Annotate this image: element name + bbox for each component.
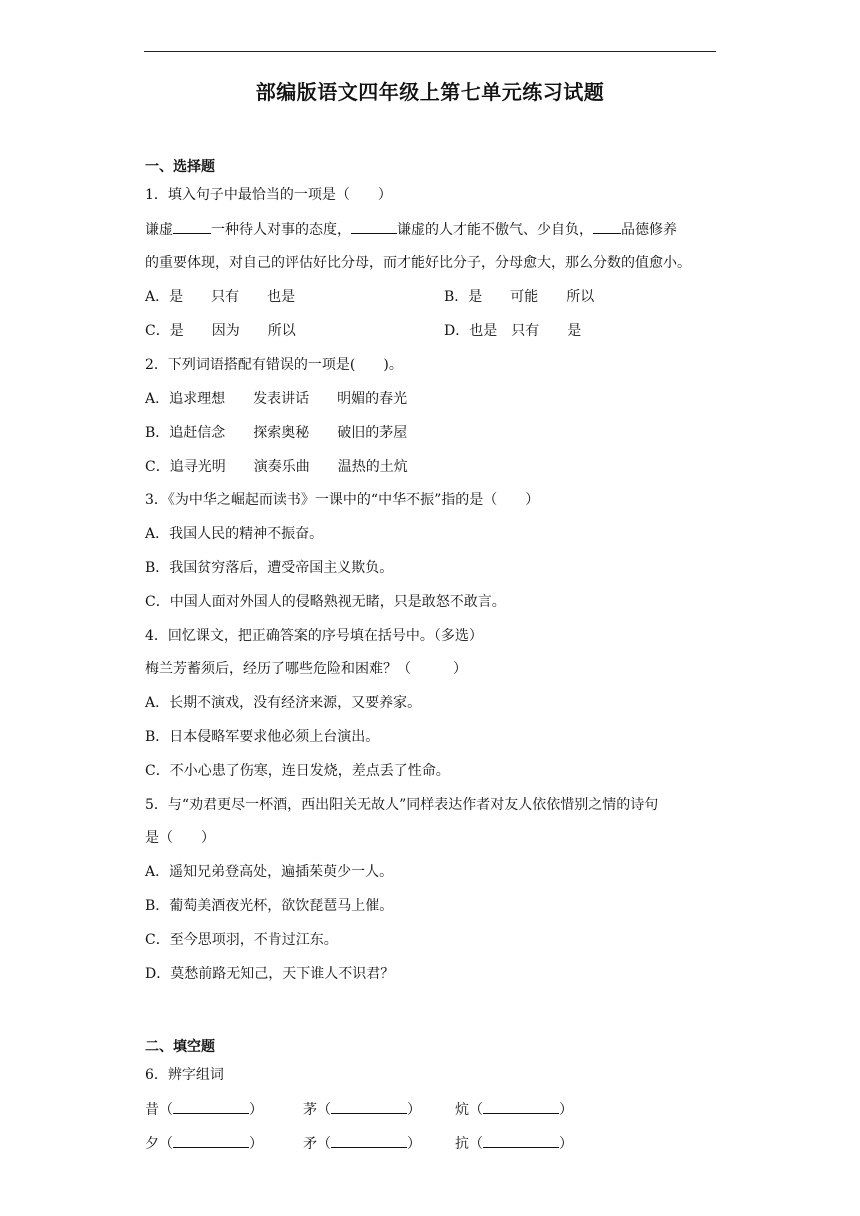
- section-heading-choice: 一、选择题: [145, 159, 215, 175]
- top-rule: [144, 51, 716, 52]
- q2-stem: 2．下列词语搭配有错误的一项是( )。: [145, 357, 403, 373]
- answer-blank: [173, 219, 211, 234]
- q5-stem-line1: 5．与“劝君更尽一杯酒，西出阳关无故人”同样表达作者对友人依依惜别之情的诗句: [145, 797, 659, 813]
- q3-option-c: C．中国人面对外国人的侵略熟视无睹，只是敢怒不敢言。: [145, 594, 506, 610]
- q1-stem: 1．填入句子中最恰当的一项是（ ）: [145, 187, 392, 203]
- q4-option-b: B．日本侵略军要求他必须上台演出。: [145, 729, 380, 745]
- q2-option-a: A．追求理想 发表讲话 明媚的春光: [145, 391, 408, 407]
- q6-row2-item1: 夕（ ）: [145, 1133, 263, 1154]
- q1-passage-line2: 的重要体现，对自己的评估好比分母，而才能好比分子，分母愈大，那么分数的值愈小。: [145, 255, 691, 271]
- q1-option-d: D．也是 只有 是: [444, 323, 582, 339]
- q6-stem: 6．辨字组词: [145, 1067, 224, 1083]
- q1-option-b: B．是 可能 所以: [444, 289, 595, 305]
- q6-row2-item3: 抗（ ）: [455, 1133, 573, 1154]
- answer-blank: [483, 1099, 559, 1114]
- section-heading-fill: 二、填空题: [145, 1039, 215, 1055]
- page-title: 部编版语文四年级上第七单元练习试题: [255, 80, 605, 104]
- q3-option-b: B．我国贫穷落后，遭受帝国主义欺负。: [145, 560, 394, 576]
- q2-option-c: C．追寻光明 演奏乐曲 温热的土炕: [145, 459, 408, 475]
- q3-stem: 3．《为中华之崛起而读书》一课中的“中华不振”指的是（ ）: [145, 492, 540, 508]
- q5-option-c: C．至今思项羽，不肯过江东。: [145, 932, 338, 948]
- answer-blank: [173, 1099, 249, 1114]
- q5-option-a: A．遥知兄弟登高处，遍插茱萸少一人。: [145, 864, 394, 880]
- q3-option-a: A．我国人民的精神不振奋。: [145, 526, 324, 542]
- answer-blank: [331, 1133, 407, 1148]
- q1-option-a: A．是 只有 也是: [145, 289, 296, 305]
- q6-row1-item3: 炕（ ）: [455, 1099, 573, 1120]
- q5-option-b: B．葡萄美酒夜光杯，欲饮琵琶马上催。: [145, 898, 394, 914]
- q6-row1-item1: 昔（ ）: [145, 1099, 263, 1120]
- q1-option-c: C．是 因为 所以: [145, 323, 296, 339]
- q4-stem: 4．回忆课文，把正确答案的序号填在括号中。（多选）: [145, 628, 483, 644]
- q1-text-b: 一种待人对事的态度，: [211, 222, 351, 238]
- q4-subquestion: 梅兰芳蓄须后，经历了哪些危险和困难？（ ）: [145, 661, 467, 677]
- q6-row2-item2: 矛（ ）: [303, 1133, 421, 1154]
- q1-text-c: 谦虚的人才能不傲气、少自负，: [397, 222, 593, 238]
- answer-blank: [331, 1099, 407, 1114]
- answer-blank: [351, 219, 397, 234]
- q2-option-b: B．追赶信念 探索奥秘 破旧的茅屋: [145, 425, 408, 441]
- q4-option-c: C．不小心患了伤寒，连日发烧，差点丢了性命。: [145, 763, 450, 779]
- answer-blank: [483, 1133, 559, 1148]
- q1-text-d: 品德修养: [621, 222, 677, 238]
- answer-blank: [593, 219, 621, 234]
- answer-blank: [173, 1133, 249, 1148]
- q1-passage-line1: [145, 219, 677, 240]
- q5-option-d: D．莫愁前路无知己，天下谁人不识君？: [145, 966, 395, 982]
- q5-stem-line2: 是（ ）: [145, 830, 215, 846]
- q6-row1-item2: 茅（ ）: [303, 1099, 421, 1120]
- q4-option-a: A．长期不演戏，没有经济来源，又要养家。: [145, 695, 422, 711]
- q1-text-a: 谦虚: [145, 222, 173, 238]
